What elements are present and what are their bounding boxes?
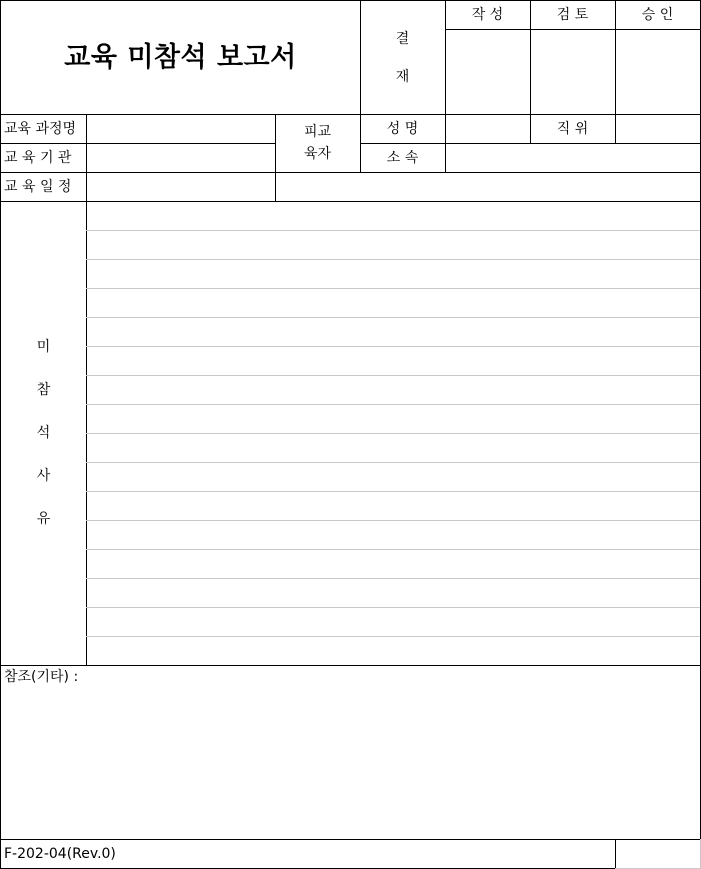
approval-label-1: 결 [395,30,410,47]
trainee-label-2: 육자 [303,146,332,162]
ruled-line [86,230,700,231]
ruled-line [86,433,700,434]
reason-char-1: 미 [36,339,51,355]
approval-header-reviewer: 검 토 [530,0,616,30]
ruled-line [86,404,700,405]
ruled-line [86,549,700,550]
ruled-line [86,607,700,608]
reason-char-4: 사 [36,468,51,484]
institution-field[interactable] [86,143,276,173]
reason-char-2: 참 [36,382,51,398]
institution-label: 교 육 기 관 [0,143,87,173]
reason-char-3: 석 [36,425,51,441]
ruled-line [86,259,700,260]
ruled-line [86,462,700,463]
name-field[interactable] [445,114,531,144]
approval-label-2: 재 [395,68,410,85]
schedule-extra-field[interactable] [275,172,701,202]
signature-box-reviewer[interactable] [530,29,616,115]
approval-header-approver: 승 인 [615,0,701,30]
remarks-label: 참조(기타) : [4,669,79,685]
name-label: 성 명 [360,114,446,144]
position-field[interactable] [615,114,701,144]
signature-box-approver[interactable] [615,29,701,115]
form-number: F-202-04(Rev.0) [0,839,616,869]
ruled-line [86,520,700,521]
ruled-line [86,375,700,376]
ruled-line [86,491,700,492]
schedule-label: 교 육 일 정 [0,172,87,202]
position-label: 직 위 [530,114,616,144]
course-name-field[interactable] [86,114,276,144]
department-label: 소 속 [360,143,446,173]
schedule-field[interactable] [86,172,276,202]
ruled-line [86,346,700,347]
ruled-line [86,578,700,579]
approval-header-writer: 작 성 [445,0,531,30]
trainee-label-1: 피교 [303,124,332,140]
ruled-line [86,636,700,637]
trainee-label [275,114,361,173]
signature-box-writer[interactable] [445,29,531,115]
ruled-line [86,288,700,289]
approval-label [360,0,446,115]
absence-reason-label [0,201,87,666]
document-title: 교육 미참석 보고서 [0,0,361,115]
remarks-section[interactable] [0,665,701,840]
course-name-label: 교육 과정명 [0,114,87,144]
department-field[interactable] [445,143,701,173]
ruled-line [86,317,700,318]
reason-char-5: 유 [36,511,51,527]
footer-blank-cell [615,839,701,869]
